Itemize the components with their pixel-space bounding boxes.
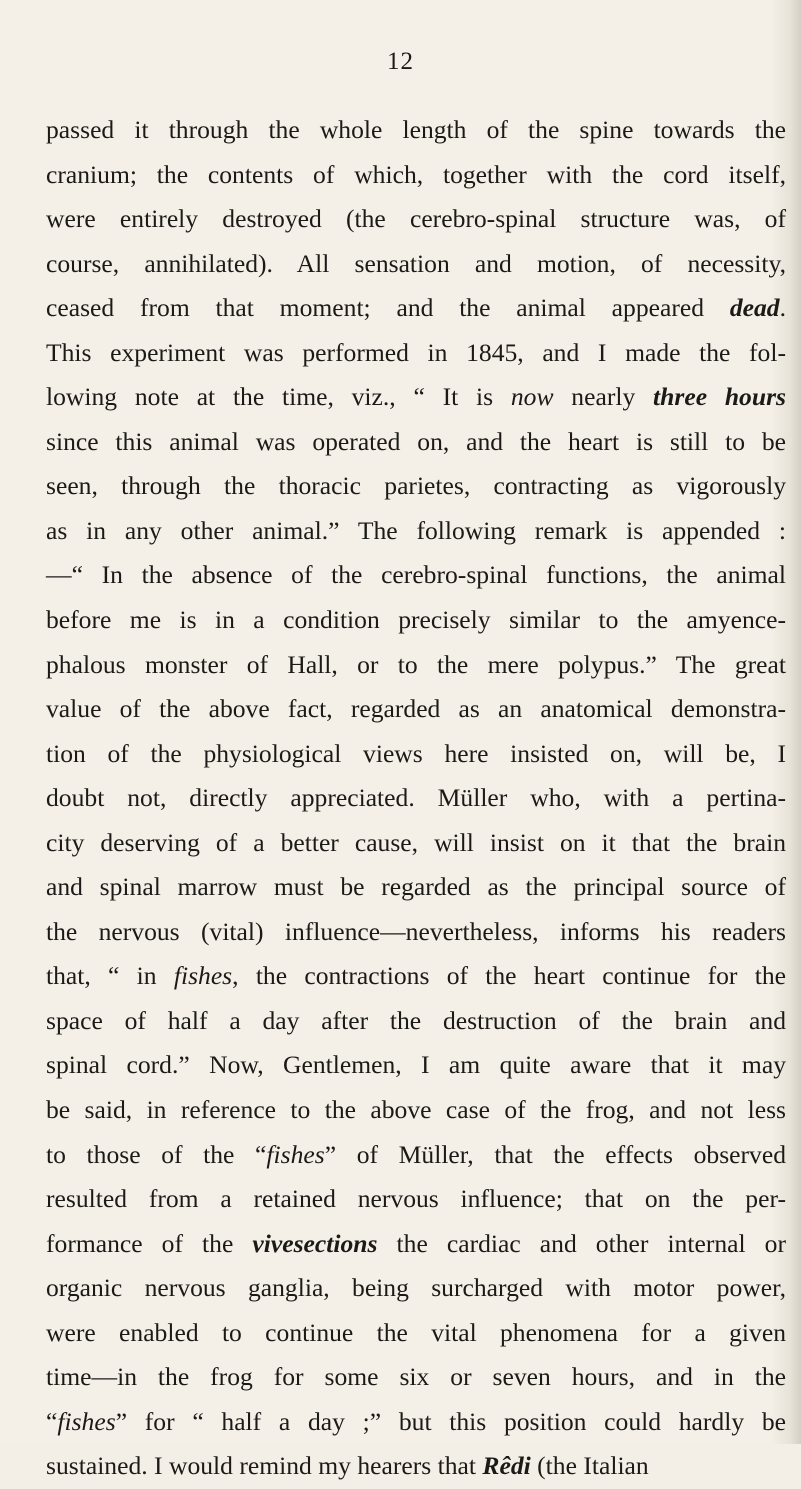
text-run: lowing note at the time, viz., “ It is	[46, 382, 511, 412]
emphasis-italic: fishes	[57, 1406, 116, 1436]
text-run: ” for “ half a day ;” but this position could hardly be	[115, 1406, 786, 1436]
text-line	[46, 1444, 786, 1489]
text-line	[46, 1266, 786, 1311]
text-run: and spinal marrow must be regarded as the principal source of	[46, 872, 786, 902]
text-line	[46, 776, 786, 821]
text-run: (the Italian	[530, 1451, 649, 1481]
text-run: passed it through the whole length of the spine towards the	[46, 115, 786, 144]
text-run: that, “ in	[46, 961, 174, 991]
text-line	[46, 999, 786, 1044]
text-line	[46, 108, 786, 153]
text-line	[46, 643, 786, 688]
text-run: space of half a day after the destruction of the brain and	[46, 1005, 786, 1035]
emphasis-bold-italic: dead	[729, 293, 780, 323]
text-line	[46, 286, 786, 331]
text-run: This experiment was performed in 1845, and I made the fol-	[46, 337, 786, 367]
text-run: city deserving of a better cause, will insist on it that the brain	[46, 827, 786, 857]
emphasis-bold-italic: vivesections	[252, 1228, 378, 1258]
emphasis-italic: fishes	[266, 1139, 325, 1169]
emphasis-bold-italic: Rêdi	[482, 1451, 531, 1481]
text-line	[46, 1222, 786, 1267]
text-run: —“ In the absence of the cerebro-spinal functions, the animal	[46, 560, 786, 590]
text-line	[46, 1133, 786, 1178]
emphasis-italic: fishes	[173, 961, 233, 991]
text-run: , the contractions of the heart continue for the	[232, 961, 786, 991]
text-line	[46, 375, 786, 420]
text-run: ceased from that moment; and the animal appeared	[46, 293, 730, 323]
text-run: were entirely destroyed (the cerebro-spinal structure was, of	[46, 204, 786, 234]
text-run: to those of the “	[46, 1139, 267, 1169]
text-line	[46, 153, 786, 198]
text-run: spinal cord.” Now, Gentlemen, I am quite aware that it may	[46, 1050, 786, 1080]
text-run: ” of Müller, that the effects observed	[324, 1139, 786, 1169]
text-run: .	[779, 293, 786, 323]
text-line	[46, 553, 786, 598]
text-run: since this animal was operated on, and the heart is still to be	[46, 426, 786, 456]
text-run: nearly	[553, 382, 654, 412]
text-line	[46, 331, 786, 376]
text-run: doubt not, directly appreciated. Müller who, with a pertina-	[46, 783, 786, 813]
text-line	[46, 242, 786, 287]
text-line	[46, 954, 786, 999]
text-line	[46, 821, 786, 866]
page-number: 12	[387, 48, 414, 75]
text-run: organic nervous ganglia, being surcharged with motor power,	[46, 1273, 786, 1303]
text-line	[46, 865, 786, 910]
text-run: seen, through the thoracic parietes, contracting as vigorously	[46, 471, 786, 501]
text-run: cranium; the contents of which, together with the cord itself,	[46, 159, 786, 189]
text-run: time—in the frog for some six or seven hours, and in the	[46, 1362, 786, 1392]
text-run: the nervous (vital) influence—nevertheless, informs his readers	[46, 916, 786, 946]
text-line	[46, 1043, 786, 1088]
text-line	[46, 598, 786, 643]
text-line	[46, 687, 786, 732]
text-line	[46, 1355, 786, 1400]
emphasis-bold-italic: three hours	[653, 382, 787, 412]
text-run: were enabled to continue the vital phenomena for a given	[46, 1317, 786, 1347]
text-run: tion of the physiological views here insisted on, will be, I	[46, 738, 786, 768]
text-run: formance of the	[46, 1228, 253, 1258]
text-line	[46, 1088, 786, 1133]
text-run: the cardiac and other internal or	[377, 1228, 786, 1258]
text-line	[46, 1311, 786, 1356]
text-line	[46, 1400, 786, 1445]
text-run: phalous monster of Hall, or to the mere polypus.” The great	[46, 649, 786, 679]
emphasis-italic: now	[510, 382, 554, 412]
text-run: course, annihilated). All sensation and motion, of necessity,	[46, 248, 786, 278]
text-line	[46, 732, 786, 777]
text-line	[46, 910, 786, 955]
text-line	[46, 509, 786, 554]
body-text	[46, 108, 786, 1489]
text-line	[46, 1177, 786, 1222]
text-run: “	[46, 1406, 58, 1436]
text-line	[46, 420, 786, 465]
text-run: sustained. I would remind my hearers that	[46, 1451, 483, 1481]
text-run: value of the above fact, regarded as an anatomical demonstra-	[46, 694, 786, 724]
text-line	[46, 464, 786, 509]
text-run: be said, in reference to the above case of the frog, and not less	[46, 1095, 786, 1125]
text-line	[46, 197, 786, 242]
text-run: resulted from a retained nervous influence; that on the per-	[46, 1184, 786, 1214]
text-run: as in any other animal.” The following remark is appended :	[46, 515, 786, 545]
text-run: before me is in a condition precisely similar to the amyence-	[46, 605, 786, 635]
